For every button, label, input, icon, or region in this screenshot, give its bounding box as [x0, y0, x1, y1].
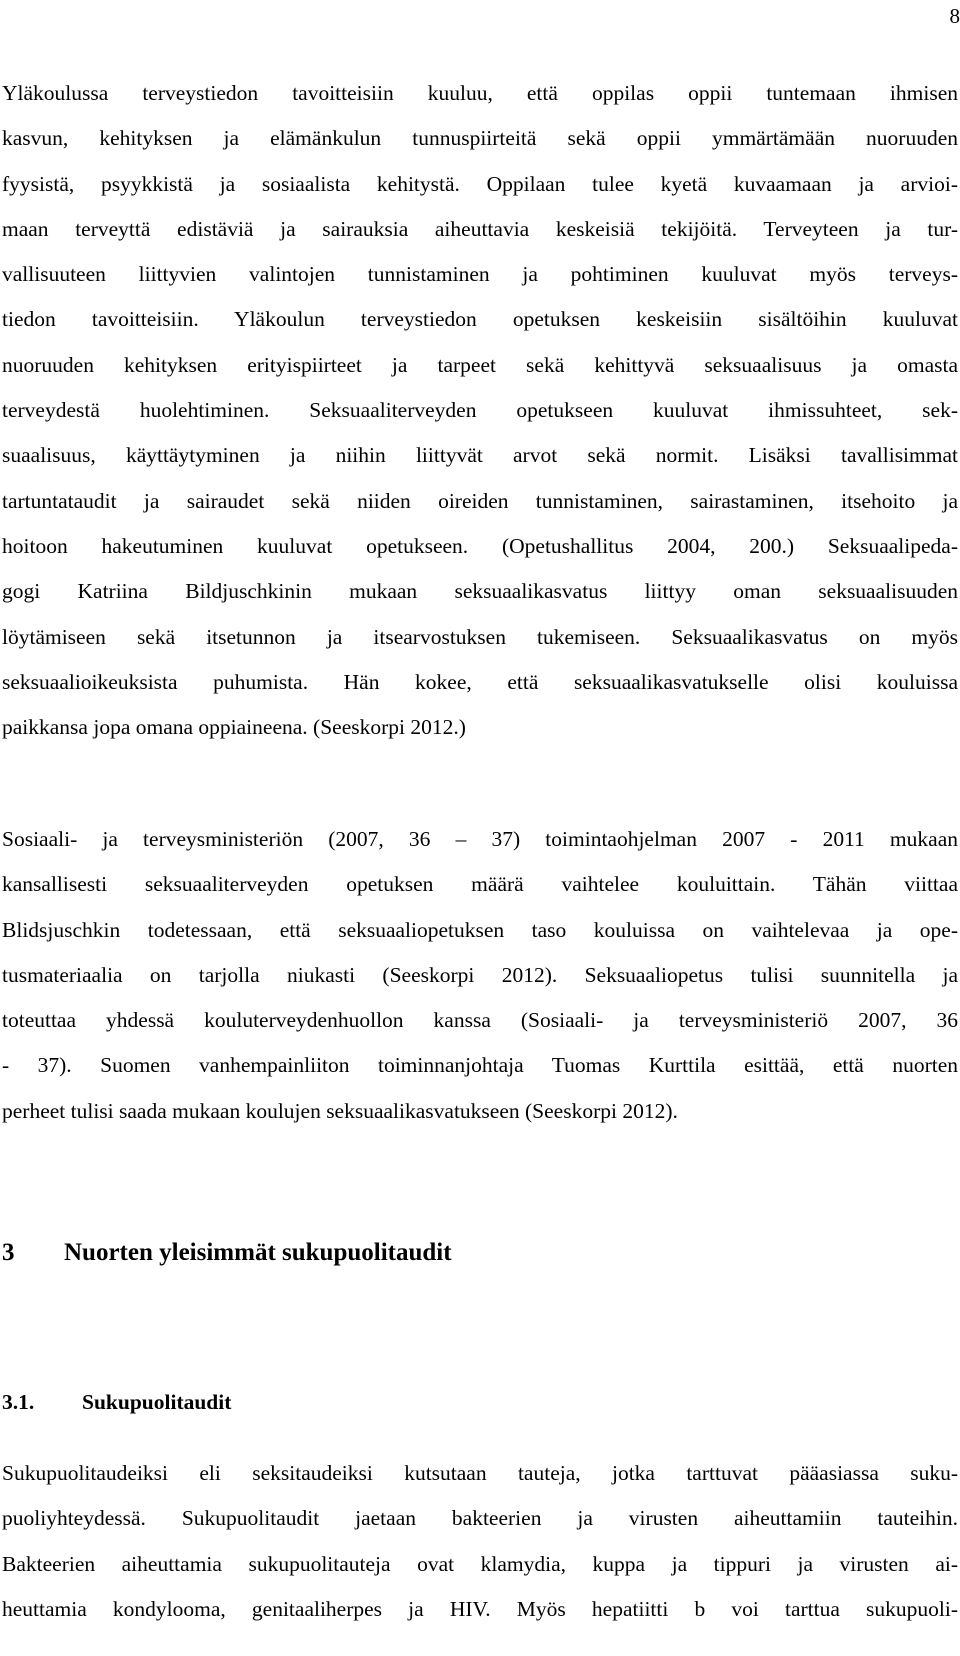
- text-line: Yläkoulussa terveystiedon tavoitteisiin kuuluu, että oppilas oppii tuntemaan ihmisen: [2, 81, 958, 105]
- text-line: toteuttaa yhdessä kouluterveydenhuollon kanssa (Sosiaali- ja terveysministeriö 2007, 36: [2, 1008, 958, 1033]
- text-line: gogi Katriina Bildjuschkinin mukaan seksuaalikasvatus liittyy oman seksuaalisuuden: [2, 579, 958, 604]
- section-title: Nuorten yleisimmät sukupuolitaudit: [64, 1239, 452, 1266]
- text-line: seksuaalioikeuksista puhumista. Hän kokee, että seksuaalikasvatukselle olisi kouluissa: [2, 669, 958, 694]
- text-line: perheet tulisi saada mukaan koulujen seksuaalikasvatukseen (Seeskorpi 2012).: [2, 1098, 678, 1123]
- paragraph-ministerio: [2, 817, 958, 1134]
- subsection-heading: [2, 1390, 231, 1415]
- section-heading: [2, 1239, 452, 1267]
- text-line: tusmateriaalia on tarjolla niukasti (Seeskorpi 2012). Seksuaaliopetus tulisi suunnitella ja: [2, 962, 958, 987]
- text-line: terveydestä huolehtiminen. Seksuaaliterveyden opetukseen kuuluvat ihmissuhteet, sek-: [2, 398, 958, 423]
- subsection-title: Sukupuolitaudit: [82, 1390, 232, 1414]
- text-line: vallisuuteen liittyvien valintojen tunnistaminen ja pohtiminen kuuluvat myös terveys-: [2, 262, 958, 287]
- paragraph-sukupuolitaudit: [2, 1451, 958, 1632]
- text-line: löytämiseen sekä itsetunnon ja itsearvostuksen tukemiseen. Seksuaalikasvatus on myös: [2, 624, 958, 649]
- subsection-number: 3.1.: [2, 1390, 35, 1414]
- page-number: 8: [949, 4, 960, 28]
- text-line: heuttamia kondylooma, genitaaliherpes ja HIV. Myös hepatiitti b voi tarttua sukupuoli-: [2, 1596, 958, 1621]
- text-line: Sosiaali- ja terveysministeriön (2007, 36 – 37) toimintaohjelman 2007 - 2011 mukaan: [2, 827, 958, 851]
- text-line: nuoruuden kehityksen erityispiirteet ja tarpeet sekä kehittyvä seksuaalisuus ja omasta: [2, 352, 958, 377]
- text-line: tiedon tavoitteisiin. Yläkoulun terveystiedon opetuksen keskeisiin sisältöihin kuuluvat: [2, 307, 958, 332]
- text-line: fyysistä, psyykkistä ja sosiaalista kehitystä. Oppilaan tulee kyetä kuvaamaan ja arvioi-: [2, 171, 958, 196]
- text-line: kasvun, kehityksen ja elämänkulun tunnuspiirteitä sekä oppii ymmärtämään nuoruuden: [2, 126, 958, 151]
- paragraph-terveystieto: [2, 71, 958, 750]
- text-line: kansallisesti seksuaaliterveyden opetuksen määrä vaihtelee kouluittain. Tähän viittaa: [2, 872, 958, 897]
- text-line: suaalisuus, käyttäytyminen ja niihin liittyvät arvot sekä normit. Lisäksi tavallisimmat: [2, 443, 958, 468]
- text-line: Sukupuolitaudeiksi eli seksitaudeiksi kutsutaan tauteja, jotka tarttuvat pääasiassa suku-: [2, 1461, 958, 1485]
- text-line: maan terveyttä edistäviä ja sairauksia aiheuttavia keskeisiä tekijöitä. Terveyteen ja tur-: [2, 216, 958, 241]
- section-number: 3: [2, 1239, 15, 1266]
- text-line: puoliyhteydessä. Sukupuolitaudit jaetaan bakteerien ja virusten aiheuttamiin tauteihin.: [2, 1506, 958, 1531]
- text-line: - 37). Suomen vanhempainliiton toiminnanjohtaja Tuomas Kurttila esittää, että nuorten: [2, 1053, 958, 1078]
- text-line: Blidsjuschkin todetessaan, että seksuaaliopetuksen taso kouluissa on vaihtelevaa ja ope-: [2, 917, 958, 942]
- text-line: hoitoon hakeutuminen kuuluvat opetukseen. (Opetushallitus 2004, 200.) Seksuaalipeda-: [2, 533, 958, 558]
- text-line: paikkansa jopa omana oppiaineena. (Seeskorpi 2012.): [2, 715, 466, 740]
- text-line: tartuntataudit ja sairaudet sekä niiden oireiden tunnistaminen, sairastaminen, itsehoito ja: [2, 488, 958, 513]
- text-line: Bakteerien aiheuttamia sukupuolitauteja ovat klamydia, kuppa ja tippuri ja virusten ai-: [2, 1551, 958, 1576]
